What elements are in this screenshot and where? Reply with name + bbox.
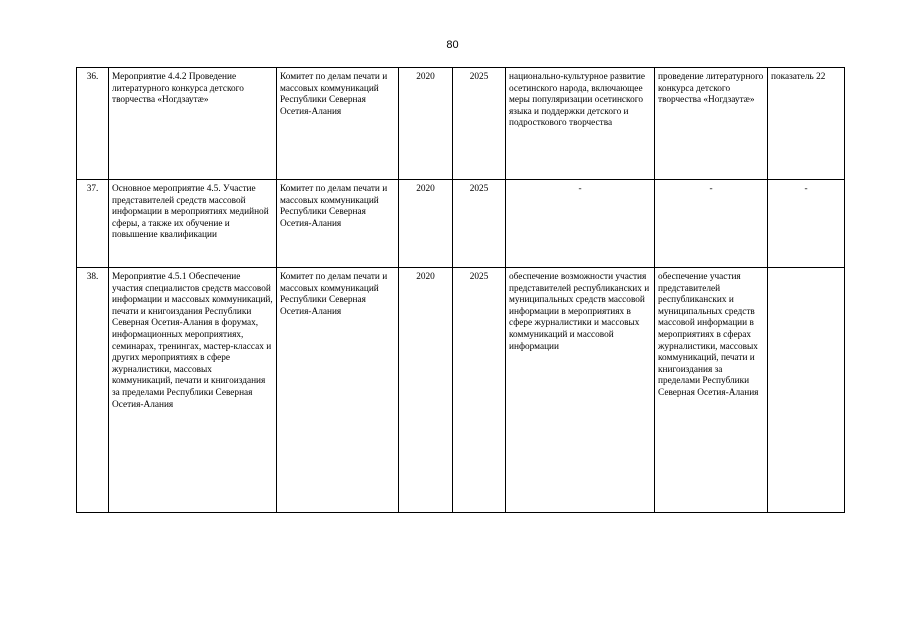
responsible-executor: Комитет по делам печати и массовых коммуникаций Республики Северная Осетия-Алания — [277, 268, 399, 513]
end-year: 2025 — [453, 268, 506, 513]
table-row — [77, 180, 845, 268]
indicator-link: - — [768, 180, 845, 268]
start-year: 2020 — [399, 180, 453, 268]
start-year: 2020 — [399, 68, 453, 180]
start-year: 2020 — [399, 268, 453, 513]
indicator-link — [768, 268, 845, 513]
row-number: 37. — [77, 180, 109, 268]
end-year: 2025 — [453, 68, 506, 180]
measure-name: Мероприятие 4.5.1 Обеспечение участия специалистов средств массовой информации и массовых коммуникаций, печати и книгоиздания Республики Северная Осетия-Алания в форумах, информационных мероприятиях, семинарах, тренингах, мастер-классах и других мероприятиях в сфере журналистики, массовых коммуникаций, печати и книгоиздания за пределами Республики Северная Осетия-Алания — [109, 268, 277, 513]
responsible-executor: Комитет по делам печати и массовых коммуникаций Республики Северная Осетия-Алания — [277, 180, 399, 268]
table-row — [77, 68, 845, 180]
expected-result: национально-культурное развитие осетинского народа, включающее меры популяризации осетинского языка и поддержки детского и подросткового творчества — [506, 68, 655, 180]
expected-result: обеспечение возможности участия представителей республиканских и муниципальных средств массовой информации в мероприятиях в сфере журналистики и массовых коммуникаций и массовой информации — [506, 268, 655, 513]
program-measures-table — [76, 67, 845, 513]
row-number: 38. — [77, 268, 109, 513]
page-number: 80 — [446, 39, 459, 51]
row-number: 36. — [77, 68, 109, 180]
indicator-link: показатель 22 — [768, 68, 845, 180]
non-implementation-consequence: проведение литературного конкурса детского творчества «Ногдзаутæ» — [655, 68, 768, 180]
expected-result: - — [506, 180, 655, 268]
non-implementation-consequence: - — [655, 180, 768, 268]
table-row — [77, 268, 845, 513]
end-year: 2025 — [453, 180, 506, 268]
measure-name: Мероприятие 4.4.2 Проведение литературного конкурса детского творчества «Ногдзаутæ» — [109, 68, 277, 180]
responsible-executor: Комитет по делам печати и массовых коммуникаций Республики Северная Осетия-Алания — [277, 68, 399, 180]
measure-name: Основное мероприятие 4.5. Участие представителей средств массовой информации в мероприятиях медийной сферы, а также их обучение и повышение квалификации — [109, 180, 277, 268]
non-implementation-consequence: обеспечение участия представителей республиканских и муниципальных средств массовой информации в мероприятиях в сферах журналистики, массовых коммуникаций, печати и книгоиздания за пределами Республики Северная Осетия-Алания — [655, 268, 768, 513]
